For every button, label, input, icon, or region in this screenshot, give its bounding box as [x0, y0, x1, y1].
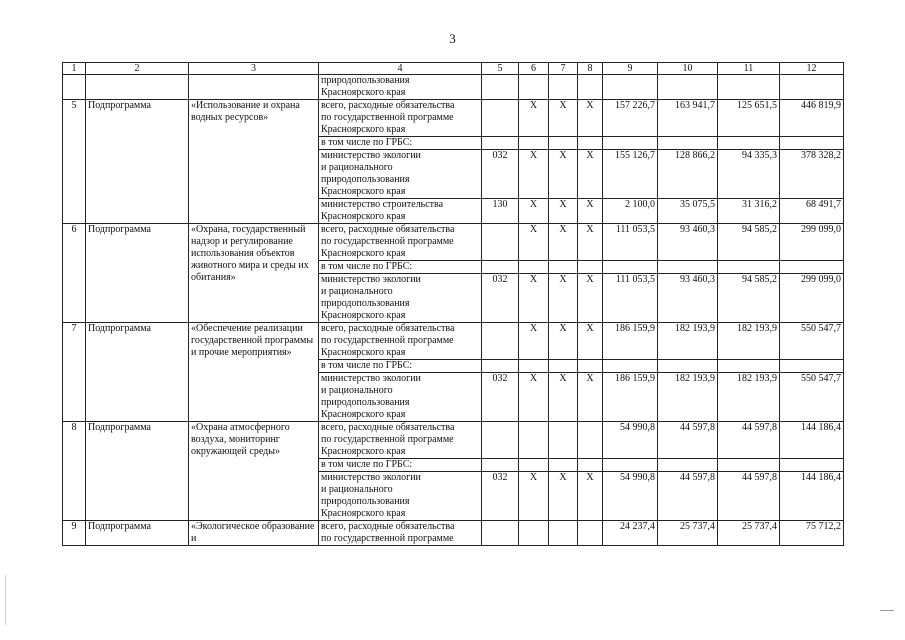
x-mark: X: [549, 150, 578, 199]
table-row: [63, 323, 844, 360]
program-number: 6: [63, 224, 86, 323]
grbs-code: 130: [482, 199, 519, 224]
row-description: в том числе по ГРБС:: [319, 360, 482, 373]
amount-cell: [658, 459, 718, 472]
row-description: министерство экологии и рационального природопользования Красноярского края: [319, 274, 482, 323]
x-mark: [549, 360, 578, 373]
x-mark: [578, 521, 603, 546]
x-mark: [519, 521, 549, 546]
program-name: «Охрана атмосферного воздуха, мониторинг окружающей среды»: [189, 422, 319, 521]
grbs-code: [482, 261, 519, 274]
table-row: [63, 521, 844, 546]
table-cell: [780, 75, 844, 100]
amount-cell: 155 126,7: [603, 150, 658, 199]
amount-cell: 44 597,8: [718, 422, 780, 459]
table-cell: [482, 75, 519, 100]
amount-cell: 299 099,0: [780, 224, 844, 261]
table-cell: [578, 75, 603, 100]
x-mark: X: [549, 199, 578, 224]
grbs-code: [482, 323, 519, 360]
program-type: Подпрограмма: [86, 422, 189, 521]
row-description: в том числе по ГРБС:: [319, 459, 482, 472]
amount-cell: 44 597,8: [658, 422, 718, 459]
program-name: «Охрана, государственный надзор и регулирование использования объектов животного мира и среды их обитания»: [189, 224, 319, 323]
x-mark: X: [578, 150, 603, 199]
program-name: «Использование и охрана водных ресурсов»: [189, 100, 319, 224]
header-cell: 2: [86, 63, 189, 75]
amount-cell: 24 237,4: [603, 521, 658, 546]
table-cell: [658, 75, 718, 100]
amount-cell: 25 737,4: [658, 521, 718, 546]
amount-cell: [718, 360, 780, 373]
header-cell: 4: [319, 63, 482, 75]
program-number: 8: [63, 422, 86, 521]
header-cell: 9: [603, 63, 658, 75]
header-cell: 5: [482, 63, 519, 75]
x-mark: [549, 137, 578, 150]
x-mark: X: [578, 199, 603, 224]
row-description: в том числе по ГРБС:: [319, 261, 482, 274]
header-cell: 10: [658, 63, 718, 75]
row-description: министерство строительства Красноярского края: [319, 199, 482, 224]
x-mark: [549, 459, 578, 472]
amount-cell: 144 186,4: [780, 422, 844, 459]
amount-cell: [603, 459, 658, 472]
grbs-code: [482, 360, 519, 373]
header-cell: 7: [549, 63, 578, 75]
amount-cell: [780, 360, 844, 373]
continuation-row: [63, 75, 844, 100]
amount-cell: 182 193,9: [658, 373, 718, 422]
program-name: «Обеспечение реализации государственной программы и прочие мероприятия»: [189, 323, 319, 422]
table-cell: [519, 75, 549, 100]
amount-cell: 94 585,2: [718, 274, 780, 323]
table-cell: [189, 75, 319, 100]
program-type: Подпрограмма: [86, 521, 189, 546]
row-description: всего, расходные обязательства по государственной программе: [319, 521, 482, 546]
program-number: 5: [63, 100, 86, 224]
program-name: «Экологическое образование и: [189, 521, 319, 546]
x-mark: X: [549, 373, 578, 422]
program-number: 9: [63, 521, 86, 546]
amount-cell: 54 990,8: [603, 422, 658, 459]
grbs-code: [482, 422, 519, 459]
amount-cell: [780, 137, 844, 150]
amount-cell: [718, 261, 780, 274]
amount-cell: 25 737,4: [718, 521, 780, 546]
amount-cell: [658, 137, 718, 150]
row-description: всего, расходные обязательства по государственной программе Красноярского края: [319, 224, 482, 261]
amount-cell: 157 226,7: [603, 100, 658, 137]
amount-cell: 163 941,7: [658, 100, 718, 137]
x-mark: X: [578, 472, 603, 521]
grbs-code: [482, 224, 519, 261]
row-description: всего, расходные обязательства по государственной программе Красноярского края: [319, 422, 482, 459]
amount-cell: 128 866,2: [658, 150, 718, 199]
x-mark: X: [578, 274, 603, 323]
amount-cell: [658, 261, 718, 274]
amount-cell: 182 193,9: [658, 323, 718, 360]
amount-cell: 550 547,7: [780, 323, 844, 360]
amount-cell: [603, 360, 658, 373]
grbs-code: [482, 521, 519, 546]
amount-cell: 550 547,7: [780, 373, 844, 422]
header-row: [63, 63, 844, 75]
amount-cell: 35 075,5: [658, 199, 718, 224]
table-row: [63, 100, 844, 137]
x-mark: X: [519, 323, 549, 360]
amount-cell: [780, 459, 844, 472]
amount-cell: 182 193,9: [718, 323, 780, 360]
grbs-code: [482, 100, 519, 137]
grbs-code: 032: [482, 373, 519, 422]
table-row: [63, 422, 844, 459]
amount-cell: 2 100,0: [603, 199, 658, 224]
table-row: [63, 224, 844, 261]
x-mark: X: [578, 323, 603, 360]
x-mark: [578, 459, 603, 472]
row-description: министерство экологии и рационального природопользования Красноярского края: [319, 472, 482, 521]
scan-artifact: [5, 575, 6, 625]
program-type: Подпрограмма: [86, 323, 189, 422]
amount-cell: 299 099,0: [780, 274, 844, 323]
table-cell: [603, 75, 658, 100]
header-cell: 1: [63, 63, 86, 75]
program-number: 7: [63, 323, 86, 422]
amount-cell: 93 460,3: [658, 274, 718, 323]
x-mark: [549, 261, 578, 274]
x-mark: [519, 360, 549, 373]
amount-cell: 31 316,2: [718, 199, 780, 224]
x-mark: X: [519, 150, 549, 199]
amount-cell: 111 053,5: [603, 224, 658, 261]
x-mark: X: [519, 373, 549, 422]
x-mark: [519, 422, 549, 459]
x-mark: X: [519, 199, 549, 224]
x-mark: X: [519, 224, 549, 261]
page-number: 3: [449, 31, 456, 46]
x-mark: X: [549, 100, 578, 137]
amount-cell: 94 585,2: [718, 224, 780, 261]
x-mark: X: [549, 472, 578, 521]
program-type: Подпрограмма: [86, 100, 189, 224]
continuation-description: природопользования Красноярского края: [319, 75, 482, 100]
row-description: министерство экологии и рационального природопользования Красноярского края: [319, 373, 482, 422]
amount-cell: [658, 360, 718, 373]
table-cell: [549, 75, 578, 100]
amount-cell: 144 186,4: [780, 472, 844, 521]
amount-cell: [603, 261, 658, 274]
x-mark: [578, 137, 603, 150]
x-mark: [519, 261, 549, 274]
budget-table: [62, 62, 844, 546]
x-mark: [578, 360, 603, 373]
x-mark: X: [519, 274, 549, 323]
amount-cell: 111 053,5: [603, 274, 658, 323]
row-description: министерство экологии и рационального природопользования Красноярского края: [319, 150, 482, 199]
x-mark: X: [519, 472, 549, 521]
row-description: всего, расходные обязательства по государственной программе Красноярского края: [319, 100, 482, 137]
x-mark: [578, 422, 603, 459]
amount-cell: [718, 459, 780, 472]
x-mark: [519, 459, 549, 472]
amount-cell: 68 491,7: [780, 199, 844, 224]
amount-cell: [603, 137, 658, 150]
scan-artifact: [880, 610, 894, 611]
grbs-code: 032: [482, 274, 519, 323]
program-type: Подпрограмма: [86, 224, 189, 323]
amount-cell: 44 597,8: [718, 472, 780, 521]
amount-cell: 75 712,2: [780, 521, 844, 546]
table-body: [63, 75, 844, 546]
x-mark: X: [549, 323, 578, 360]
amount-cell: 378 328,2: [780, 150, 844, 199]
amount-cell: [718, 137, 780, 150]
amount-cell: 186 159,9: [603, 323, 658, 360]
amount-cell: 93 460,3: [658, 224, 718, 261]
header-cell: 8: [578, 63, 603, 75]
x-mark: [578, 261, 603, 274]
grbs-code: 032: [482, 150, 519, 199]
row-description: в том числе по ГРБС:: [319, 137, 482, 150]
amount-cell: 54 990,8: [603, 472, 658, 521]
amount-cell: 44 597,8: [658, 472, 718, 521]
amount-cell: 446 819,9: [780, 100, 844, 137]
amount-cell: 186 159,9: [603, 373, 658, 422]
grbs-code: [482, 459, 519, 472]
header-cell: 11: [718, 63, 780, 75]
grbs-code: 032: [482, 472, 519, 521]
x-mark: X: [519, 100, 549, 137]
x-mark: [549, 521, 578, 546]
table-cell: [63, 75, 86, 100]
header-cell: 6: [519, 63, 549, 75]
amount-cell: 94 335,3: [718, 150, 780, 199]
x-mark: X: [578, 100, 603, 137]
header-cell: 12: [780, 63, 844, 75]
x-mark: X: [549, 274, 578, 323]
amount-cell: 182 193,9: [718, 373, 780, 422]
amount-cell: 125 651,5: [718, 100, 780, 137]
table-cell: [718, 75, 780, 100]
amount-cell: [780, 261, 844, 274]
grbs-code: [482, 137, 519, 150]
x-mark: [519, 137, 549, 150]
x-mark: X: [578, 373, 603, 422]
x-mark: X: [578, 224, 603, 261]
x-mark: [549, 422, 578, 459]
x-mark: X: [549, 224, 578, 261]
table-cell: [86, 75, 189, 100]
row-description: всего, расходные обязательства по государственной программе Красноярского края: [319, 323, 482, 360]
header-cell: 3: [189, 63, 319, 75]
